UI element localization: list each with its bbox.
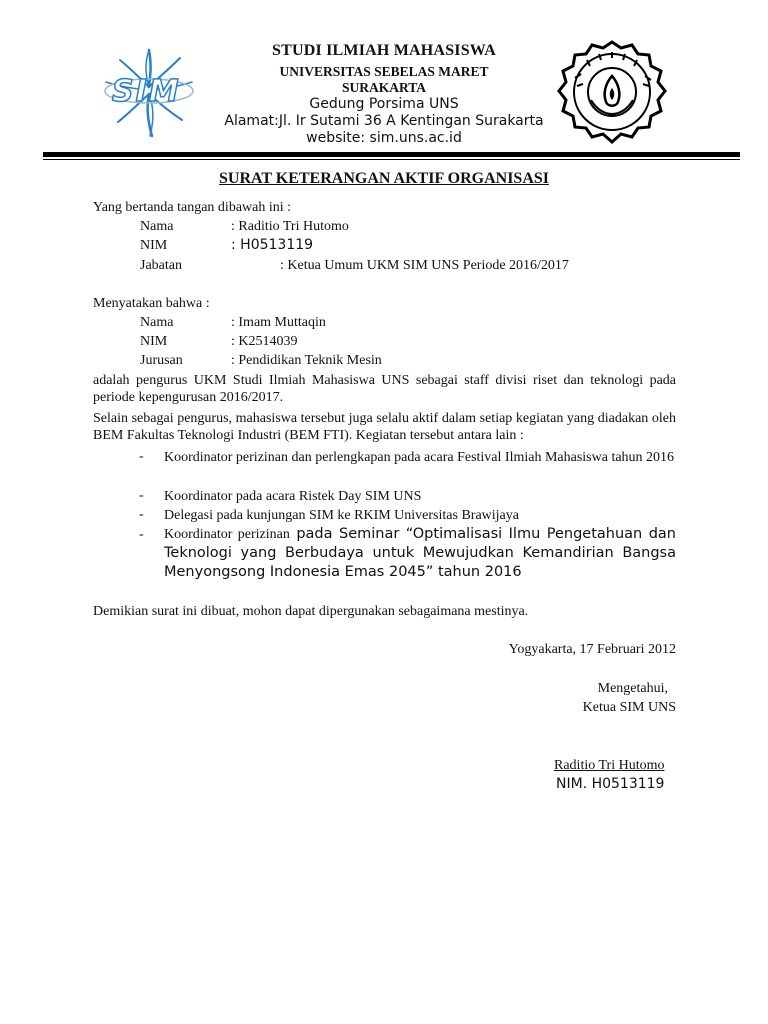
paragraph-membership: adalah pengurus UKM Studi Ilmiah Mahasiswa UNS sebagai staff divisi riset dan teknologi pada periode kepengurusan 2016/2017.: [93, 373, 676, 405]
acknowledged-text: Mengetahui,: [597, 681, 668, 696]
signer-position-value: : Ketua Umum UKM SIM UNS Periode 2016/2017: [280, 258, 569, 273]
signature-name: Raditio Tri Hutomo: [554, 758, 665, 773]
subject-dept-label: Jurusan: [140, 353, 183, 368]
bullet-mark: -: [139, 449, 144, 464]
address-line: Alamat:Jl. Ir Sutami 36 A Kentingan Surakarta: [224, 113, 544, 129]
bullet-mark: -: [139, 488, 144, 503]
university-name: UNIVERSITAS SEBELAS MARET: [279, 64, 489, 79]
intro-text: Yang bertanda tangan dibawah ini :: [93, 200, 292, 215]
subject-nim-value: : K2514039: [231, 334, 298, 349]
bullet-item-seminar: [164, 525, 676, 582]
closing-text: Demikian surat ini dibuat, mohon dapat dipergunakan sebagaimana mestinya.: [93, 604, 529, 619]
subject-name-value: : Imam Muttaqin: [231, 315, 326, 330]
city-name: SURAKARTA: [341, 80, 427, 95]
bullet-seminar-rest: pada Seminar “Optimalisasi Ilmu Pengetahuan dan Teknologi yang Berbudaya untuk Mewujudkan Kemandirian Bangsa Menyongsong Indonesia Emas 2045” tahun 2016: [164, 526, 676, 580]
subject-name-label: Nama: [140, 315, 174, 330]
signer-nim-label: NIM: [140, 238, 168, 253]
building-name: Gedung Porsima UNS: [309, 96, 459, 112]
sim-logo-text: SIM: [112, 74, 181, 109]
signer-name-value: : Raditio Tri Hutomo: [231, 219, 349, 234]
website-line: website: sim.uns.ac.id: [306, 130, 462, 146]
bullet-mark: -: [139, 527, 144, 542]
signer-position-title: Ketua SIM UNS: [582, 700, 676, 715]
letter-title: SURAT KETERANGAN AKTIF ORGANISASI: [219, 170, 549, 187]
signature-nim: NIM. H0513119: [556, 776, 665, 792]
signer-nim-value: : H0513119: [231, 237, 314, 253]
bullet-mark: -: [139, 507, 144, 522]
bullet-item: Koordinator pada acara Ristek Day SIM UNS: [164, 489, 422, 504]
header-divider-thick: [43, 152, 740, 157]
states-text: Menyatakan bahwa :: [93, 296, 210, 311]
subject-nim-label: NIM: [140, 334, 168, 349]
bullet-item: Koordinator perizinan dan perlengkapan pada acara Festival Ilmiah Mahasiswa tahun 2016: [164, 450, 675, 465]
signer-name-label: Nama: [140, 219, 174, 234]
header-divider-thin: [43, 159, 740, 160]
signer-position-label: Jabatan: [140, 258, 182, 273]
subject-dept-value: : Pendidikan Teknik Mesin: [231, 353, 382, 368]
place-date: Yogyakarta, 17 Februari 2012: [508, 642, 676, 657]
bullet-item: Delegasi pada kunjungan SIM ke RKIM Universitas Brawijaya: [164, 508, 519, 523]
paragraph-activities: Selain sebagai pengurus, mahasiswa tersebut juga selalu aktif dalam setiap kegiatan yang diadakan oleh BEM Fakultas Teknologi Industri (BEM FTI). Kegiatan tersebut antara lain :: [93, 411, 676, 443]
organization-name: STUDI ILMIAH MAHASISWA: [272, 42, 496, 59]
bullet-seminar-prefix: Koordinator perizinan: [164, 527, 290, 542]
